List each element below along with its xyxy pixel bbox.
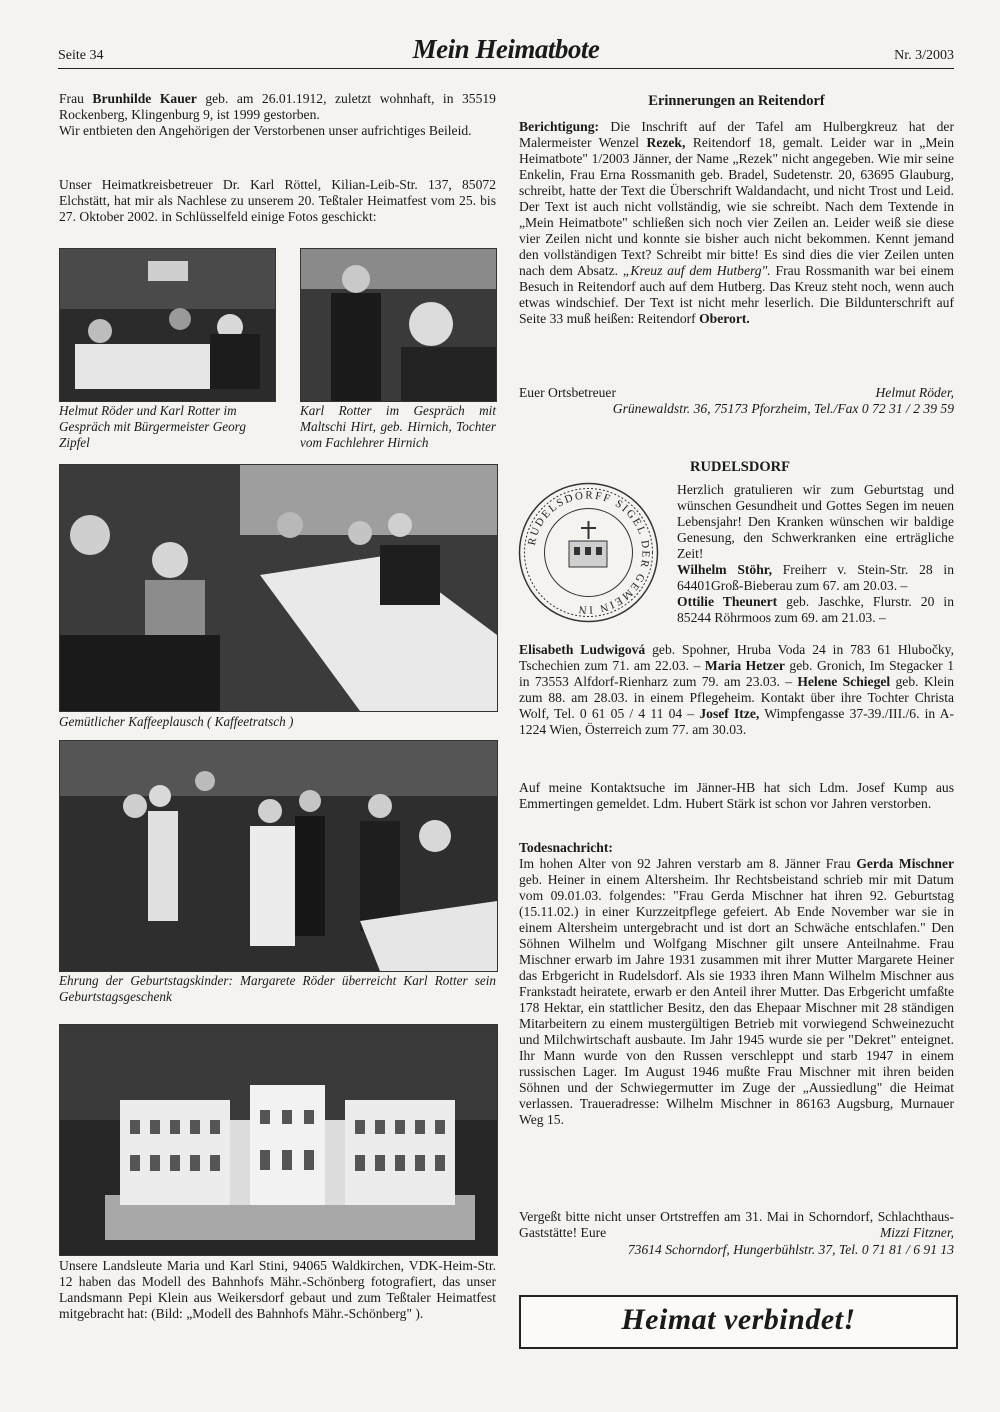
- reitendorf-signature: Euer Ortsbetreuer Helmut Röder,: [519, 385, 954, 400]
- name-rezek: Rezek,: [646, 135, 686, 150]
- photo-bahnhof-modell: [59, 1024, 498, 1256]
- birthday-list: Elisabeth Ludwigová geb. Spohner, Hruba Voda 24 in 783 61 Hlubočky, Tschechien zum 71. am 22.03. – Maria Hetzer geb. Gronich, Im Stegacker 1 in 73553 Alfdorf-Rienharz zum 79. am 23.03. – Helene Schiegel geb. Klein zum 88. am 28.03. in einem Pflegeheim. Kontakt über ihre Tochter Christa Wolf, Tel. 0 61 05 / 4 11 04 – Josef Itze, Wimpfengasse 37-39./III./6. in A-1224 Wien, Österreich zum 77. am 30.03.: [519, 642, 955, 737]
- heading-reitendorf: Erinnerungen an Reitendorf: [648, 93, 825, 109]
- caption-photo-3: Gemütlicher Kaffeeplausch ( Kaffeetratsch ): [59, 714, 294, 729]
- caption-photo-4: Ehrung der Geburtstagskinder: Margarete Röder überreicht Karl Rotter sein Geburtstagsgeschenk: [59, 973, 496, 1004]
- caption-photo-5: Unsere Landsleute Maria und Karl Stini, 94065 Waldkirchen, VDK-Heim-Str. 12 haben das Modell des Bahnhofs Mähr.-Schönberg fotografiert, das unser Landsmann Pepi Klein aus Weikersdorf gebaut und zum Teßtaler Heimatfest mitgebracht hat: (Bild: „Modell des Bahnhofs Mähr.-Schönberg" ).: [59, 1258, 496, 1321]
- photo-ehrung: [59, 740, 498, 972]
- reitendorf-text: Berichtigung: Die Inschrift auf der Tafel am Hulbergkreuz hat der Malermeister Wenzel Rezek, Reitendorf 18, gemalt. Leider war in „Mein Heimatbote" 1/2003 Jänner, der Name „Rezek" nicht angegeben. Wie mir seine Enkelin, Frau Erna Rossmanith geb. Bradel, Sudetenstr. 20, 63695 Glauburg, schreibt, hatte der Text die Überschrift Waldandacht, und nicht Trost und Leid. Der Text ist auch nicht vollständig, wie sie schreibt. Nach dem Textende in „Mein Heimatbote" schließen sich noch vier Zeilen an. Leider weiß sie diese vier Zeilen nicht und konnte sie bisher auch nicht bekommen. Kennt jemand den vollständigen Text? Schreibt mir bitte! Es sind dies die vier Zeilen unten nach dem Absatz. „Kreuz auf dem Hutberg". Frau Rossmanith war bei einem Besuch in Reitendorf auch auf dem Hutberg. Das Kreuz steht noch, wenn auch etwas windschief. Der Text ist nicht mehr leserlich. Die Bildunterschrift auf Seite 33 muß heißen: Reitendorf Oberort.: [519, 119, 955, 326]
- photo-roeder-rotter: [59, 248, 276, 402]
- photo-kaffeeplausch: [59, 464, 498, 712]
- name-stoehr: Wilhelm Stöhr,: [677, 562, 772, 577]
- name-itze: Josef Itze,: [699, 706, 760, 721]
- todesnachricht: Todesnachricht: Im hohen Alter von 92 Jahren verstarb am 8. Jänner Frau Gerda Mischner geb. Heiner in einem Altersheim. Ihr Rechtsbeistand schrieb mir mit Datum vom 09.01.03. folgendes: "Frau Gerda Mischner hat ihren 92. Geburtstag (15.11.02.) in einer Kurzzeitpflege gefeiert. Ab Ende November war sie in einem Altersheim untergebracht und ist dort an Schwäche entschlafen." Den Söhnen Wilhelm und Wolfgang Mischner gilt unsere Anteilnahme. Frau Mischner erwarb im Jahre 1931 zusammen mit ihrer Mutter Margarete Heiner das Erbgericht in Rudelsdorf. Als sie 1933 ihren Mann Wilhelm Mischner aus Frankstadt heiratete, erwarb er den Anteil ihrer Mutter. Das Erbgericht umfaßte 178 Hektar, ein stattlicher Besitz, den das Ehepaar Mischner mit 28 ständigen Mitarbeitern zu einem mustergültigen Betrieb mit vorwiegend Schweinezucht und Milchwirtschaft ausbaute. Im Jahr 1945 wurde sie per "Dekret" enteignet. Ihr Mann wurde von den Russen verschleppt und starb 1947 in einem russischen Lager. Im August 1946 mußte Frau Mischner mit ihren beiden Söhnen und der Schwiegermutter im Zuge der „Aussiedlung" die Heimat verlassen. Traueradresse: Wilhelm Mischner in 86163 Augsburg, Murnauer Weg 15.: [519, 840, 955, 1127]
- birthday-intro: Herzlich gratulieren wir zum Geburtstag und wünschen Gesundheit und Gottes Segen im neuen Lebensjahr! Den Kranken wünschen wir baldige Genesung, den Schwerkranken eine erträgliche Zeit! Wilhelm Stöhr, Freiherr v. Stein-Str. 28 in 64401Groß-Bieberau zum 67. am 20.03. – Ottilie Theunert geb. Jaschke, Flurstr. 20 in 85244 Röhrmoos zum 69. am 21.03. –: [677, 482, 954, 625]
- roeder-address: Grünewaldstr. 36, 75173 Pforzheim, Tel./Fax 0 72 31 / 2 39 59: [612, 401, 954, 416]
- name-kauer: Brunhilde Kauer: [92, 91, 197, 106]
- issue-number: Nr. 3/2003: [894, 48, 954, 63]
- intro-photos: Unser Heimatkreisbetreuer Dr. Karl Röttel, Kilian-Leib-Str. 137, 85072 Elchstätt, hat mir als Nachlese zu unserem 20. Teßtaler Heimatfest vom 25. bis 27. Oktober 2002. in Schlüsselfeld einige Fotos geschickt:: [59, 177, 496, 224]
- svg-text:RUDELSDORFF SIGEL DER GEMEIN I: RUDELSDORFF SIGEL DER GEMEIN IN: [525, 489, 652, 616]
- todesnachricht-heading: Todesnachricht:: [519, 840, 613, 855]
- signature-fitzner: Mizzi Fitzner,: [879, 1225, 954, 1240]
- obituary-kauer: Frau Brunhilde Kauer geb. am 26.01.1912, zuletzt wohnhaft, in 35519 Rockenberg, Klingenburg 9, ist 1999 gestorben. Wir entbieten den Angehörigen der Verstorbenen unser aufrichtiges Beileid.: [59, 91, 496, 138]
- name-mischner: Gerda Mischner: [856, 856, 955, 871]
- caption-photo-1: Helmut Röder und Karl Rotter im Gespräch mit Bürgermeister Georg Zipfel: [59, 403, 246, 450]
- name-ludwigova: Elisabeth Ludwigová: [519, 642, 646, 657]
- page-header: [58, 34, 954, 69]
- name-schiegel: Helene Schiegel: [797, 674, 891, 689]
- masthead: Mein Heimatbote: [412, 34, 600, 64]
- name-hetzer: Maria Hetzer: [704, 658, 785, 673]
- signature-roeder: Helmut Röder,: [875, 385, 954, 400]
- name-theunert: Ottilie Theunert: [677, 594, 778, 609]
- heimat-banner: Heimat verbindet!: [519, 1295, 958, 1349]
- name-oberort: Oberort.: [699, 311, 750, 326]
- rudelsdorf-seal: [517, 481, 660, 624]
- photo-rotter-hirt: [300, 248, 497, 402]
- fitzner-address: 73614 Schorndorf, Hungerbühlstr. 37, Tel. 0 71 81 / 6 91 13: [627, 1242, 954, 1257]
- ortstreffen-note: Vergeßt bitte nicht unser Ortstreffen am 31. Mai in Schorndorf, Schlachthaus-Gaststätte! Eure Mizzi Fitzner,: [519, 1209, 954, 1240]
- page-number: Seite 34: [58, 48, 104, 63]
- caption-photo-2: Karl Rotter im Gespräch mit Maltschi Hirt, geb. Hirnich, Tochter vom Fachlehrer Hirnich: [300, 403, 496, 450]
- heading-rudelsdorf: RUDELSDORF: [690, 459, 790, 475]
- kontaktsuche: Auf meine Kontaktsuche im Jänner-HB hat sich Ldm. Josef Kump aus Emmertingen gemeldet. Ldm. Hubert Stärk ist schon vor Jahren verstorben.: [519, 780, 954, 811]
